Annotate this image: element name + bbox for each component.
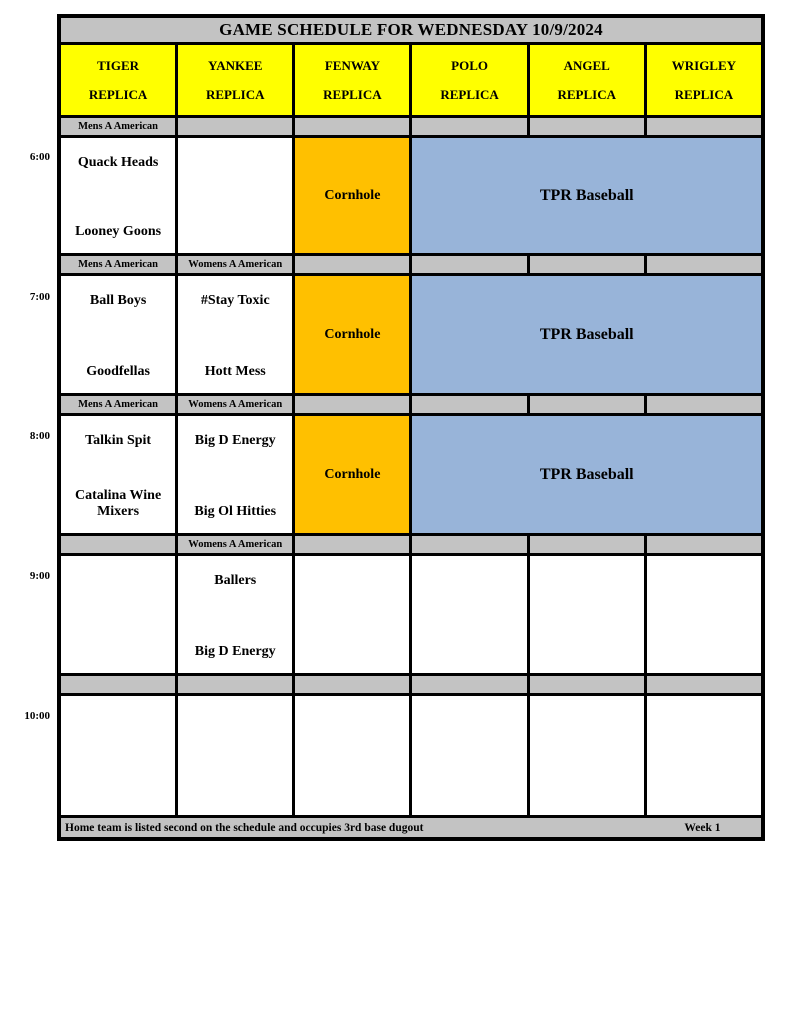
activity-cell-tpr-800: TPR Baseball [412, 416, 761, 533]
division-strip: Mens A American [61, 256, 175, 273]
field-name: FENWAY [324, 57, 380, 73]
matchup-cell-tiger-700 [61, 276, 175, 393]
empty-cell-angel-900 [530, 556, 644, 673]
empty-cell-polo-900 [412, 556, 526, 673]
activity-cell-fenway-700: Cornhole [295, 276, 409, 393]
division-strip [530, 536, 644, 553]
division-strip [61, 676, 175, 693]
division-strip [530, 676, 644, 693]
matchup-cell-yankee-600 [178, 138, 292, 253]
matchup-cell-yankee-700 [178, 276, 292, 393]
home-team: Big Ol Hitties [194, 503, 277, 519]
empty-cell-tiger-1000 [61, 696, 175, 815]
division-strip [647, 536, 761, 553]
division-strip [412, 118, 526, 135]
division-strip [647, 396, 761, 413]
division-strip [295, 536, 409, 553]
matchup-cell-tiger-600 [61, 138, 175, 253]
field-name: TIGER [97, 57, 140, 73]
time-label-800: 8:00 [29, 430, 50, 442]
field-header-wrigley [647, 45, 761, 115]
activity-cell-tpr-600: TPR Baseball [412, 138, 761, 253]
division-strip [412, 536, 526, 553]
division-strip [295, 396, 409, 413]
field-name: ANGEL [563, 57, 610, 73]
away-team: Quack Heads [77, 155, 159, 170]
home-team: Catalina Wine Mixers [74, 487, 162, 519]
home-team: Big D Energy [194, 643, 276, 659]
away-team: #Stay Toxic [200, 293, 270, 308]
field-subtitle: REPLICA [674, 86, 734, 102]
footer-strip [61, 818, 761, 837]
empty-cell-polo-1000 [412, 696, 526, 815]
field-header-angel [530, 45, 644, 115]
division-strip: Womens A American [178, 536, 292, 553]
field-header-polo [412, 45, 526, 115]
activity-cell-fenway-600: Cornhole [295, 138, 409, 253]
division-strip [530, 396, 644, 413]
time-label-600: 6:00 [29, 151, 50, 163]
field-subtitle: REPLICA [205, 86, 265, 102]
division-strip [530, 256, 644, 273]
field-subtitle: REPLICA [323, 86, 382, 102]
field-subtitle: REPLICA [88, 86, 148, 102]
division-strip: Mens A American [61, 118, 175, 135]
week-label: Week 1 [684, 821, 721, 834]
division-strip: Womens A American [178, 256, 292, 273]
division-strip [412, 256, 526, 273]
time-label-1000: 10:00 [24, 710, 50, 722]
matchup-cell-tiger-900 [61, 556, 175, 673]
schedule-grid [57, 14, 765, 841]
empty-cell-fenway-900 [295, 556, 409, 673]
away-team: Talkin Spit [85, 433, 152, 448]
division-strip [647, 118, 761, 135]
field-header-fenway [295, 45, 409, 115]
home-team: Goodfellas [86, 363, 150, 379]
field-name: WRIGLEY [671, 57, 737, 73]
field-header-tiger [61, 45, 175, 115]
field-name: POLO [451, 57, 488, 73]
division-strip [412, 396, 526, 413]
page-title: GAME SCHEDULE FOR WEDNESDAY 10/9/2024 [61, 18, 761, 42]
matchup-cell-tiger-800 [61, 416, 175, 533]
empty-cell-wrigley-900 [647, 556, 761, 673]
home-team: Hott Mess [204, 363, 266, 379]
field-subtitle: REPLICA [440, 86, 499, 102]
field-name: YANKEE [208, 57, 263, 73]
activity-cell-tpr-700: TPR Baseball [412, 276, 761, 393]
home-team: Looney Goons [75, 223, 162, 239]
division-strip [647, 256, 761, 273]
empty-cell-wrigley-1000 [647, 696, 761, 815]
home-team-note: Home team is listed second on the schedule and occupies 3rd base dugout [65, 821, 424, 834]
division-strip [412, 676, 526, 693]
division-strip [178, 118, 292, 135]
empty-cell-fenway-1000 [295, 696, 409, 815]
empty-cell-yankee-1000 [178, 696, 292, 815]
division-strip [295, 118, 409, 135]
away-team: Big D Energy [194, 433, 276, 448]
away-team: Ballers [214, 573, 257, 588]
division-strip [295, 676, 409, 693]
time-label-900: 9:00 [29, 570, 50, 582]
division-strip [530, 118, 644, 135]
division-strip [61, 536, 175, 553]
activity-cell-fenway-800: Cornhole [295, 416, 409, 533]
field-header-yankee [178, 45, 292, 115]
division-strip: Womens A American [178, 396, 292, 413]
time-label-700: 7:00 [29, 291, 50, 303]
field-subtitle: REPLICA [557, 86, 616, 102]
division-strip [295, 256, 409, 273]
division-strip: Mens A American [61, 396, 175, 413]
division-strip [647, 676, 761, 693]
away-team: Ball Boys [89, 293, 147, 308]
matchup-cell-yankee-900 [178, 556, 292, 673]
division-strip [178, 676, 292, 693]
empty-cell-angel-1000 [530, 696, 644, 815]
matchup-cell-yankee-800 [178, 416, 292, 533]
